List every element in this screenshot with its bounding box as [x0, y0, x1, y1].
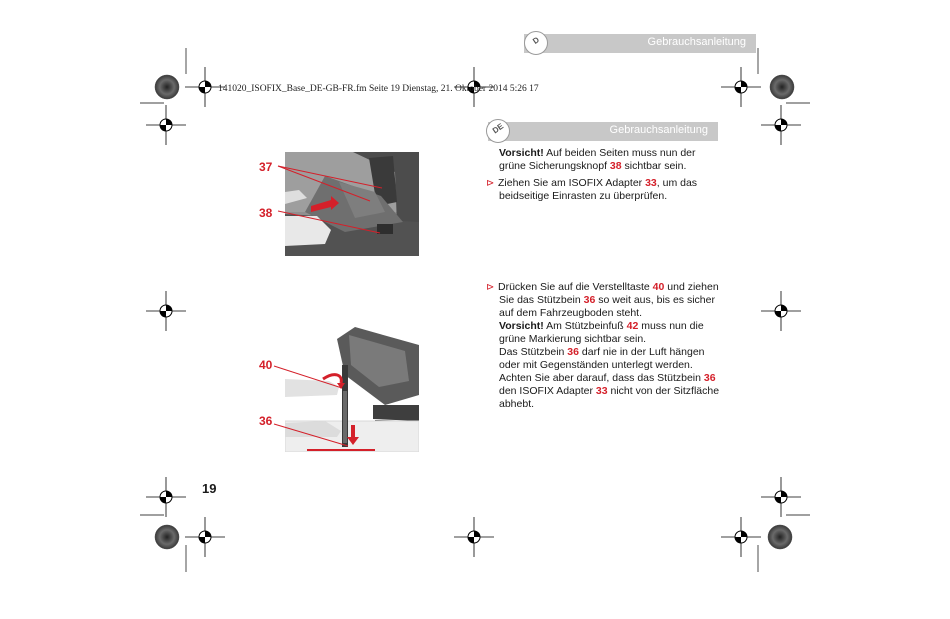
file-meta-line: 141020_ISOFIX_Base_DE-GB-FR.fm Seite 19 Dienstag, 21. Oktober 2014 5:26 17: [218, 84, 539, 94]
language-badge-section: [486, 119, 510, 143]
language-code: DE: [490, 121, 506, 136]
step-paragraph: [486, 177, 724, 203]
note-paragraph: [499, 346, 724, 411]
text-run: Drücken Sie auf die Verstelltaste: [498, 281, 653, 293]
step-bullet-icon: ⊳: [486, 178, 495, 189]
reference-number: 33: [645, 177, 657, 189]
callout-40: 40: [259, 358, 273, 372]
reference-number: 36: [583, 294, 596, 306]
text-run: so weit aus, bis es sicher auf dem Fahrzeugboden steht.: [499, 294, 715, 319]
figure1-leader-lines: [270, 155, 410, 245]
text-run: Das Stützbein: [499, 346, 568, 358]
callout-37: 37: [259, 160, 273, 174]
warning-paragraph: [499, 320, 724, 346]
text-run: Ziehen Sie am ISOFIX Adapter: [498, 177, 646, 189]
text-run: muss nun die grüne Markierung sichtbar sein.: [499, 320, 704, 345]
figure2-leader-lines: [270, 360, 360, 450]
reference-number: 42: [626, 320, 639, 332]
top-header-label: Gebrauchsanleitung: [647, 36, 746, 48]
text-run: Auf beiden Seiten muss nun der grüne Sicherungsknopf: [499, 147, 696, 172]
page-number: 19: [202, 481, 217, 496]
text-run: darf nie in der Luft hängen oder mit Gegenständen unterlegt werden. Achten Sie aber darauf, dass das Stützbein: [499, 346, 705, 384]
text-run: den ISOFIX Adapter: [499, 385, 596, 397]
instruction-block-2: [486, 281, 724, 411]
text-run: , um das beidseitige Einrasten zu überprüfen.: [499, 177, 698, 202]
language-code: D: [531, 35, 541, 46]
top-header-bar: [524, 34, 756, 53]
color-wheel-icon: [770, 75, 794, 99]
step-paragraph: [486, 281, 724, 320]
callout-38: 38: [259, 206, 273, 220]
warning-label: Vorsicht!: [499, 147, 544, 159]
reference-number: 33: [595, 385, 608, 397]
reference-number: 38: [609, 160, 622, 172]
reference-number: 40: [652, 281, 665, 293]
warning-paragraph: [499, 147, 724, 173]
step-bullet-icon: ⊳: [486, 282, 495, 293]
text-run: Am Stützbeinfuß: [543, 320, 627, 332]
language-badge-top: [524, 31, 548, 55]
section-header-label: Gebrauchsanleitung: [609, 124, 708, 136]
reference-number: 36: [703, 372, 716, 384]
instruction-block-1: [486, 147, 724, 203]
text-run: nicht von der Sitzfläche abhebt.: [499, 385, 720, 410]
reference-number: 36: [567, 346, 579, 358]
callout-36: 36: [259, 414, 273, 428]
color-wheel-icon: [155, 525, 179, 549]
color-wheel-icon: [768, 525, 792, 549]
text-run: sichtbar sein.: [621, 160, 687, 172]
color-wheel-icon: [155, 75, 179, 99]
text-run: und ziehen Sie das Stützbein: [499, 281, 719, 306]
warning-label: Vorsicht!: [499, 320, 544, 332]
section-header-bar: [488, 122, 718, 141]
